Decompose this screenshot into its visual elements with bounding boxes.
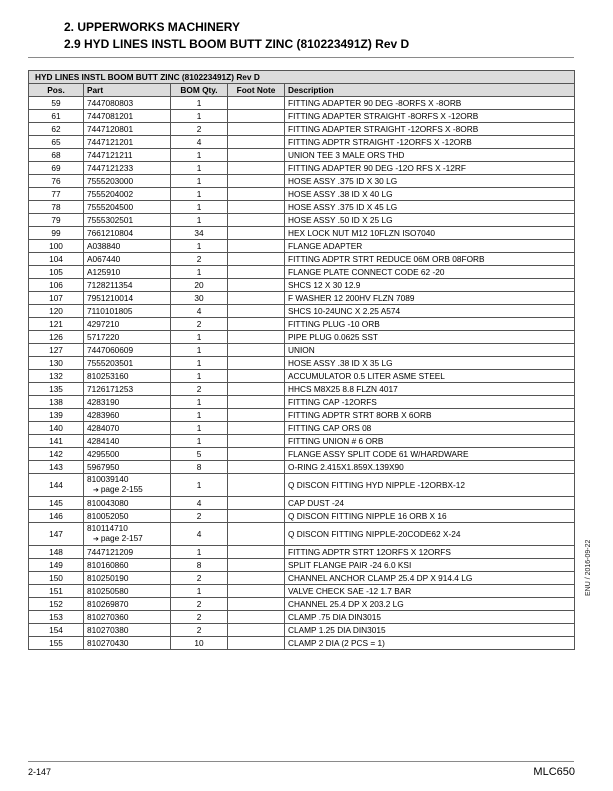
part-cell: 4295500 xyxy=(84,448,171,461)
pos-cell: 150 xyxy=(29,572,84,585)
pos-cell: 147 xyxy=(29,523,84,546)
pos-cell: 146 xyxy=(29,510,84,523)
pos-cell: 152 xyxy=(29,598,84,611)
description-cell: HOSE ASSY .38 ID X 40 LG xyxy=(285,188,575,201)
qty-cell: 2 xyxy=(171,510,228,523)
part-cell: 7555203501 xyxy=(84,357,171,370)
table-row xyxy=(29,523,575,546)
footnote-cell xyxy=(228,422,285,435)
qty-cell: 30 xyxy=(171,292,228,305)
footnote-cell xyxy=(228,123,285,136)
parts-table xyxy=(28,70,575,650)
qty-cell: 5 xyxy=(171,448,228,461)
qty-cell: 2 xyxy=(171,318,228,331)
part-cell: 7447121209 xyxy=(84,546,171,559)
description-cell: ACCUMULATOR 0.5 LITER ASME STEEL xyxy=(285,370,575,383)
table-row xyxy=(29,474,575,497)
pos-cell: 126 xyxy=(29,331,84,344)
part-cell xyxy=(84,474,171,497)
column-header-pos: Pos. xyxy=(29,84,84,97)
part-cell: 7110101805 xyxy=(84,305,171,318)
footnote-cell xyxy=(228,344,285,357)
page-reference-text: page 2-155 xyxy=(100,484,143,494)
table-row xyxy=(29,546,575,559)
pos-cell: 140 xyxy=(29,422,84,435)
pos-cell: 61 xyxy=(29,110,84,123)
part-cell: 4283960 xyxy=(84,409,171,422)
pos-cell: 100 xyxy=(29,240,84,253)
part-cell: 810253160 xyxy=(84,370,171,383)
qty-cell: 34 xyxy=(171,227,228,240)
part-cell: 810160860 xyxy=(84,559,171,572)
part-cell: 7447080803 xyxy=(84,97,171,110)
part-cell: 7555204002 xyxy=(84,188,171,201)
table-row xyxy=(29,97,575,110)
pos-cell: 149 xyxy=(29,559,84,572)
description-cell: VALVE CHECK SAE -12 1.7 BAR xyxy=(285,585,575,598)
description-cell: PIPE PLUG 0.0625 SST xyxy=(285,331,575,344)
part-cell: 4284140 xyxy=(84,435,171,448)
part-cell: 4283190 xyxy=(84,396,171,409)
table-row xyxy=(29,110,575,123)
table-row xyxy=(29,409,575,422)
footer-divider xyxy=(28,761,574,762)
table-row xyxy=(29,305,575,318)
description-cell: SHCS 12 X 30 12.9 xyxy=(285,279,575,292)
table-row xyxy=(29,253,575,266)
description-cell: CLAMP .75 DIA DIN3015 xyxy=(285,611,575,624)
part-cell: 7447081201 xyxy=(84,110,171,123)
description-cell: CHANNEL ANCHOR CLAMP 25.4 DP X 914.4 LG xyxy=(285,572,575,585)
page-number: 2-147 xyxy=(28,767,52,777)
part-cell: 810043080 xyxy=(84,497,171,510)
footnote-cell xyxy=(228,474,285,497)
part-cell: 7555204500 xyxy=(84,201,171,214)
part-cell: 7447121211 xyxy=(84,149,171,162)
table-row xyxy=(29,396,575,409)
table-row xyxy=(29,448,575,461)
qty-cell: 1 xyxy=(171,162,228,175)
description-cell: FITTING ADPTR STRT REDUCE 06M ORB 08FORB xyxy=(285,253,575,266)
pos-cell: 62 xyxy=(29,123,84,136)
pos-cell: 151 xyxy=(29,585,84,598)
footnote-cell xyxy=(228,318,285,331)
arrow-right-icon: ➔ xyxy=(93,536,101,543)
description-cell: FITTING ADPTR STRT 12ORFS X 12ORFS xyxy=(285,546,575,559)
footnote-cell xyxy=(228,637,285,650)
part-cell: 4297210 xyxy=(84,318,171,331)
part-cell: 7126171253 xyxy=(84,383,171,396)
part-cell: 7447060609 xyxy=(84,344,171,357)
qty-cell: 1 xyxy=(171,201,228,214)
qty-cell: 1 xyxy=(171,149,228,162)
qty-cell: 1 xyxy=(171,422,228,435)
part-cell: 5967950 xyxy=(84,461,171,474)
pos-cell: 153 xyxy=(29,611,84,624)
description-cell: CLAMP 1.25 DIA DIN3015 xyxy=(285,624,575,637)
footnote-cell xyxy=(228,292,285,305)
pos-cell: 68 xyxy=(29,149,84,162)
qty-cell: 1 xyxy=(171,344,228,357)
arrow-right-icon: ➔ xyxy=(93,487,101,494)
pos-cell: 106 xyxy=(29,279,84,292)
pos-cell: 77 xyxy=(29,188,84,201)
pos-cell: 154 xyxy=(29,624,84,637)
description-cell: FITTING PLUG -10 ORB xyxy=(285,318,575,331)
table-row xyxy=(29,162,575,175)
footnote-cell xyxy=(228,383,285,396)
table-row xyxy=(29,279,575,292)
footnote-cell xyxy=(228,448,285,461)
footnote-cell xyxy=(228,214,285,227)
footnote-cell xyxy=(228,559,285,572)
subsection-title: 2.9 HYD LINES INSTL BOOM BUTT ZINC (810223491Z) Rev D xyxy=(64,37,410,51)
qty-cell: 1 xyxy=(171,97,228,110)
table-row xyxy=(29,598,575,611)
table-row xyxy=(29,266,575,279)
description-cell: F WASHER 12 200HV FLZN 7089 xyxy=(285,292,575,305)
pos-cell: 65 xyxy=(29,136,84,149)
part-cell: 7447120801 xyxy=(84,123,171,136)
footnote-cell xyxy=(228,110,285,123)
part-cell: 7128211354 xyxy=(84,279,171,292)
pos-cell: 144 xyxy=(29,474,84,497)
qty-cell: 2 xyxy=(171,123,228,136)
description-cell: Q DISCON FITTING NIPPLE-20CODE62 X-24 xyxy=(285,523,575,546)
page-reference-link[interactable] xyxy=(87,533,167,545)
footnote-cell xyxy=(228,435,285,448)
part-cell: 5717220 xyxy=(84,331,171,344)
footnote-cell xyxy=(228,227,285,240)
table-row xyxy=(29,611,575,624)
pos-cell: 79 xyxy=(29,214,84,227)
footnote-cell xyxy=(228,409,285,422)
table-row xyxy=(29,370,575,383)
qty-cell: 1 xyxy=(171,585,228,598)
qty-cell: 4 xyxy=(171,497,228,510)
description-cell: HEX LOCK NUT M12 10FLZN ISO7040 xyxy=(285,227,575,240)
footnote-cell xyxy=(228,305,285,318)
qty-cell: 2 xyxy=(171,383,228,396)
table-row xyxy=(29,188,575,201)
pos-cell: 104 xyxy=(29,253,84,266)
table-row xyxy=(29,497,575,510)
table-row xyxy=(29,227,575,240)
qty-cell: 2 xyxy=(171,624,228,637)
part-cell xyxy=(84,523,171,546)
qty-cell: 4 xyxy=(171,523,228,546)
description-cell: FITTING ADAPTER STRAIGHT -12ORFS X -8ORB xyxy=(285,123,575,136)
footnote-cell xyxy=(228,396,285,409)
qty-cell: 2 xyxy=(171,572,228,585)
qty-cell: 8 xyxy=(171,559,228,572)
description-cell: Q DISCON FITTING HYD NIPPLE -12ORBX-12 xyxy=(285,474,575,497)
qty-cell: 1 xyxy=(171,409,228,422)
pos-cell: 105 xyxy=(29,266,84,279)
qty-cell: 10 xyxy=(171,637,228,650)
qty-cell: 1 xyxy=(171,474,228,497)
pos-cell: 139 xyxy=(29,409,84,422)
part-cell: A038840 xyxy=(84,240,171,253)
qty-cell: 1 xyxy=(171,188,228,201)
description-cell: CLAMP 2 DIA (2 PCS = 1) xyxy=(285,637,575,650)
qty-cell: 1 xyxy=(171,370,228,383)
table-row xyxy=(29,559,575,572)
table-row xyxy=(29,214,575,227)
qty-cell: 2 xyxy=(171,598,228,611)
description-cell: FITTING CAP -12ORFS xyxy=(285,396,575,409)
part-cell: 810270380 xyxy=(84,624,171,637)
part-cell: 810250190 xyxy=(84,572,171,585)
part-cell: 7447121201 xyxy=(84,136,171,149)
table-row xyxy=(29,240,575,253)
qty-cell: 1 xyxy=(171,110,228,123)
pos-cell: 155 xyxy=(29,637,84,650)
column-header-description: Description xyxy=(285,84,575,97)
header-divider xyxy=(28,57,574,58)
description-cell: FITTING ADPTR STRT 8ORB X 6ORB xyxy=(285,409,575,422)
description-cell: FLANGE PLATE CONNECT CODE 62 -20 xyxy=(285,266,575,279)
footnote-cell xyxy=(228,201,285,214)
qty-cell: 1 xyxy=(171,546,228,559)
footnote-cell xyxy=(228,149,285,162)
description-cell: HOSE ASSY .38 ID X 35 LG xyxy=(285,357,575,370)
pos-cell: 135 xyxy=(29,383,84,396)
part-cell: 7951210014 xyxy=(84,292,171,305)
part-cell: 810052050 xyxy=(84,510,171,523)
footnote-cell xyxy=(228,175,285,188)
footnote-cell xyxy=(228,357,285,370)
table-row xyxy=(29,123,575,136)
description-cell: UNION xyxy=(285,344,575,357)
pos-cell: 138 xyxy=(29,396,84,409)
pos-cell: 145 xyxy=(29,497,84,510)
qty-cell: 8 xyxy=(171,461,228,474)
footnote-cell xyxy=(228,279,285,292)
footnote-cell xyxy=(228,253,285,266)
column-header-footnote: Foot Note xyxy=(228,84,285,97)
part-cell: A125910 xyxy=(84,266,171,279)
description-cell: HOSE ASSY .50 ID X 25 LG xyxy=(285,214,575,227)
part-cell: 4284070 xyxy=(84,422,171,435)
part-cell: A067440 xyxy=(84,253,171,266)
qty-cell: 20 xyxy=(171,279,228,292)
footnote-cell xyxy=(228,97,285,110)
qty-cell: 4 xyxy=(171,305,228,318)
table-row xyxy=(29,201,575,214)
pos-cell: 107 xyxy=(29,292,84,305)
qty-cell: 2 xyxy=(171,611,228,624)
description-cell: FLANGE ASSY SPLIT CODE 61 W/HARDWARE xyxy=(285,448,575,461)
part-cell: 7555302501 xyxy=(84,214,171,227)
part-cell: 810269870 xyxy=(84,598,171,611)
pos-cell: 141 xyxy=(29,435,84,448)
table-row xyxy=(29,624,575,637)
footnote-cell xyxy=(228,331,285,344)
qty-cell: 1 xyxy=(171,396,228,409)
table-row xyxy=(29,435,575,448)
pos-cell: 99 xyxy=(29,227,84,240)
table-row xyxy=(29,510,575,523)
pos-cell: 143 xyxy=(29,461,84,474)
table-row xyxy=(29,422,575,435)
description-cell: O-RING 2.415X1.859X.139X90 xyxy=(285,461,575,474)
page-reference-text: page 2-157 xyxy=(100,533,143,543)
description-cell: FITTING ADAPTER 90 DEG -12O RFS X -12RF xyxy=(285,162,575,175)
description-cell: FITTING UNION # 6 ORB xyxy=(285,435,575,448)
qty-cell: 1 xyxy=(171,435,228,448)
table-row xyxy=(29,344,575,357)
part-number: 810114710 xyxy=(87,523,128,533)
qty-cell: 1 xyxy=(171,331,228,344)
description-cell: Q DISCON FITTING NIPPLE 16 ORB X 16 xyxy=(285,510,575,523)
table-row xyxy=(29,572,575,585)
footnote-cell xyxy=(228,572,285,585)
footnote-cell xyxy=(228,240,285,253)
footnote-cell xyxy=(228,585,285,598)
footnote-cell xyxy=(228,523,285,546)
qty-cell: 1 xyxy=(171,357,228,370)
qty-cell: 4 xyxy=(171,136,228,149)
table-title: HYD LINES INSTL BOOM BUTT ZINC (810223491Z) Rev D xyxy=(29,71,575,84)
part-cell: 810270430 xyxy=(84,637,171,650)
table-row xyxy=(29,461,575,474)
footnote-cell xyxy=(228,162,285,175)
description-cell: CHANNEL 25.4 DP X 203.2 LG xyxy=(285,598,575,611)
pos-cell: 69 xyxy=(29,162,84,175)
table-row xyxy=(29,318,575,331)
footnote-cell xyxy=(228,598,285,611)
pos-cell: 127 xyxy=(29,344,84,357)
qty-cell: 1 xyxy=(171,214,228,227)
qty-cell: 1 xyxy=(171,240,228,253)
table-row xyxy=(29,331,575,344)
footnote-cell xyxy=(228,370,285,383)
description-cell: UNION TEE 3 MALE ORS THD xyxy=(285,149,575,162)
pos-cell: 130 xyxy=(29,357,84,370)
table-row xyxy=(29,292,575,305)
pos-cell: 121 xyxy=(29,318,84,331)
footnote-cell xyxy=(228,611,285,624)
description-cell: FITTING ADPTR STRAIGHT -12ORFS X -12ORB xyxy=(285,136,575,149)
footnote-cell xyxy=(228,497,285,510)
column-header-part: Part xyxy=(84,84,171,97)
pos-cell: 78 xyxy=(29,201,84,214)
section-title: 2. UPPERWORKS MACHINERY xyxy=(64,20,241,34)
pos-cell: 148 xyxy=(29,546,84,559)
description-cell: FLANGE ADAPTER xyxy=(285,240,575,253)
footnote-cell xyxy=(228,510,285,523)
part-number: 810039140 xyxy=(87,474,129,484)
table-row xyxy=(29,637,575,650)
description-cell: SPLIT FLANGE PAIR -24 6.0 KSI xyxy=(285,559,575,572)
footnote-cell xyxy=(228,546,285,559)
pos-cell: 132 xyxy=(29,370,84,383)
qty-cell: 2 xyxy=(171,253,228,266)
column-header-qty: BOM Qty. xyxy=(171,84,228,97)
table-row xyxy=(29,585,575,598)
footnote-cell xyxy=(228,624,285,637)
part-cell: 810270360 xyxy=(84,611,171,624)
footnote-cell xyxy=(228,461,285,474)
table-header-row xyxy=(29,84,575,97)
page-reference-link[interactable] xyxy=(87,484,167,496)
part-cell: 7661210804 xyxy=(84,227,171,240)
description-cell: FITTING ADAPTER STRAIGHT -8ORFS X -12ORB xyxy=(285,110,575,123)
pos-cell: 120 xyxy=(29,305,84,318)
table-row xyxy=(29,175,575,188)
footnote-cell xyxy=(228,188,285,201)
footnote-cell xyxy=(228,266,285,279)
part-cell: 7447121233 xyxy=(84,162,171,175)
description-cell: SHCS 10-24UNC X 2.25 A574 xyxy=(285,305,575,318)
pos-cell: 76 xyxy=(29,175,84,188)
qty-cell: 1 xyxy=(171,266,228,279)
description-cell: HHCS M8X25 8.8 FLZN 4017 xyxy=(285,383,575,396)
description-cell: FITTING CAP ORS 08 xyxy=(285,422,575,435)
table-row xyxy=(29,383,575,396)
part-cell: 810250580 xyxy=(84,585,171,598)
description-cell: HOSE ASSY .375 ID X 45 LG xyxy=(285,201,575,214)
description-cell: FITTING ADAPTER 90 DEG -8ORFS X -8ORB xyxy=(285,97,575,110)
qty-cell: 1 xyxy=(171,175,228,188)
revision-date: ENU / 2016-09-22 xyxy=(585,539,592,596)
description-cell: HOSE ASSY .375 ID X 30 LG xyxy=(285,175,575,188)
table-row xyxy=(29,136,575,149)
model-name: MLC650 xyxy=(533,766,575,778)
part-cell: 7555203000 xyxy=(84,175,171,188)
table-row xyxy=(29,357,575,370)
pos-cell: 59 xyxy=(29,97,84,110)
footnote-cell xyxy=(228,136,285,149)
table-row xyxy=(29,149,575,162)
pos-cell: 142 xyxy=(29,448,84,461)
description-cell: CAP DUST -24 xyxy=(285,497,575,510)
